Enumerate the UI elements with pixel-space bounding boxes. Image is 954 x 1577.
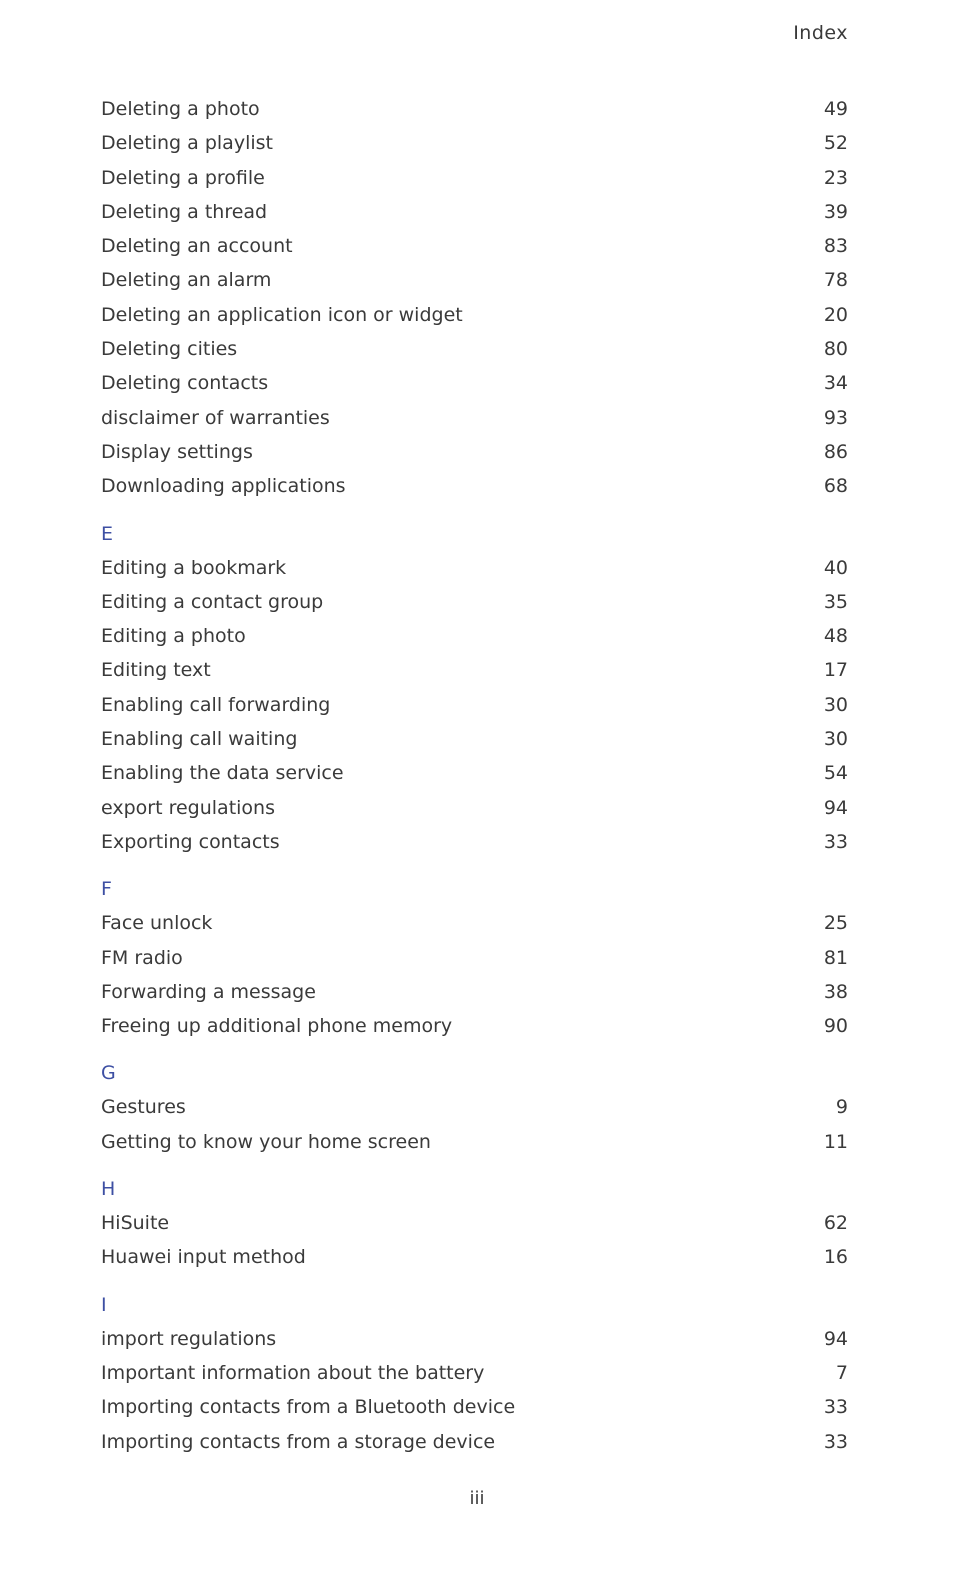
entry-label: Deleting an alarm xyxy=(101,269,272,292)
entry-label: Exporting contacts xyxy=(101,830,280,853)
entry-label: Enabling call forwarding xyxy=(101,693,331,716)
index-entry[interactable] xyxy=(101,126,848,160)
entry-page-number: 54 xyxy=(823,762,848,785)
index-entry[interactable] xyxy=(101,161,848,195)
index-section xyxy=(101,1288,848,1459)
index-entry[interactable] xyxy=(101,722,848,756)
entry-label: Deleting contacts xyxy=(101,372,269,395)
entry-label: Deleting a profile xyxy=(101,166,265,189)
entry-label: export regulations xyxy=(101,796,275,819)
entry-label: Editing a photo xyxy=(101,625,246,648)
entry-page-number: 93 xyxy=(823,406,848,429)
entry-label: Deleting an account xyxy=(101,235,293,258)
entry-label: Important information about the battery xyxy=(101,1361,485,1384)
entry-label: Deleting cities xyxy=(101,338,238,361)
index-entry[interactable] xyxy=(101,195,848,229)
index-entry[interactable] xyxy=(101,332,848,366)
index-entry[interactable] xyxy=(101,1240,848,1274)
index-entry[interactable] xyxy=(101,756,848,790)
entry-page-number: 94 xyxy=(823,796,848,819)
entry-label: import regulations xyxy=(101,1327,277,1350)
entry-page-number: 33 xyxy=(823,1396,848,1419)
entry-label: Editing text xyxy=(101,659,211,682)
entry-page-number: 39 xyxy=(823,200,848,223)
entry-page-number: 9 xyxy=(835,1096,848,1119)
index-entry[interactable] xyxy=(101,1125,848,1159)
running-header: Index xyxy=(793,22,848,44)
index-entry[interactable] xyxy=(101,585,848,619)
index-entry[interactable] xyxy=(101,1206,848,1240)
index-section xyxy=(101,872,848,1043)
entry-page-number: 30 xyxy=(823,693,848,716)
entry-page-number: 80 xyxy=(823,338,848,361)
entry-label: Importing contacts from a Bluetooth device xyxy=(101,1396,516,1419)
entry-page-number: 33 xyxy=(823,1430,848,1453)
entry-page-number: 81 xyxy=(823,946,848,969)
entry-page-number: 25 xyxy=(823,912,848,935)
entry-page-number: 52 xyxy=(823,132,848,155)
entry-page-number: 11 xyxy=(823,1130,848,1153)
entry-page-number: 23 xyxy=(823,166,848,189)
entry-label: Deleting a photo xyxy=(101,98,260,120)
entry-label: Enabling call waiting xyxy=(101,728,298,751)
entry-label: Downloading applications xyxy=(101,475,346,498)
section-letter: E xyxy=(101,522,114,545)
entry-label: Freeing up additional phone memory xyxy=(101,1015,453,1038)
entry-page-number: 90 xyxy=(823,1015,848,1038)
entry-label: Huawei input method xyxy=(101,1246,306,1269)
section-letter: G xyxy=(101,1062,116,1085)
entry-label: Deleting an application icon or widget xyxy=(101,303,463,326)
index-entry[interactable] xyxy=(101,92,848,126)
entry-label: Display settings xyxy=(101,440,253,463)
entry-page-number: 20 xyxy=(823,303,848,326)
index-entry[interactable] xyxy=(101,229,848,263)
index-entry[interactable] xyxy=(101,469,848,503)
entry-page-number: 86 xyxy=(823,440,848,463)
index-entry[interactable] xyxy=(101,366,848,400)
index-section xyxy=(101,517,848,860)
index-section xyxy=(101,1172,848,1275)
index-entry[interactable] xyxy=(101,551,848,585)
index-entry[interactable] xyxy=(101,1356,848,1390)
entry-label: Face unlock xyxy=(101,912,213,935)
entry-label: FM radio xyxy=(101,946,183,969)
entry-page-number: 35 xyxy=(823,590,848,613)
index-list xyxy=(101,92,848,1459)
index-entry[interactable] xyxy=(101,825,848,859)
index-entry[interactable] xyxy=(101,435,848,469)
section-letter: F xyxy=(101,878,112,901)
index-entry[interactable] xyxy=(101,975,848,1009)
page-number: iii xyxy=(469,1488,485,1509)
entry-label: Editing a contact group xyxy=(101,590,324,613)
entry-label: Gestures xyxy=(101,1096,186,1119)
index-section xyxy=(101,1056,848,1159)
index-entry[interactable] xyxy=(101,941,848,975)
entry-label: Editing a bookmark xyxy=(101,556,287,579)
section-letter: H xyxy=(101,1178,116,1201)
entry-page-number: 17 xyxy=(823,659,848,682)
entry-page-number: 7 xyxy=(835,1361,848,1384)
index-entry[interactable] xyxy=(101,653,848,687)
index-entry[interactable] xyxy=(101,619,848,653)
index-entry[interactable] xyxy=(101,263,848,297)
entry-page-number: 78 xyxy=(823,269,848,292)
entry-page-number: 34 xyxy=(823,372,848,395)
entry-page-number: 83 xyxy=(823,235,848,258)
index-entry[interactable] xyxy=(101,1322,848,1356)
index-entry[interactable] xyxy=(101,1425,848,1459)
entry-page-number: 49 xyxy=(823,98,848,120)
index-section xyxy=(101,92,848,504)
entry-label: Deleting a thread xyxy=(101,200,268,223)
entry-page-number: 30 xyxy=(823,728,848,751)
index-entry[interactable] xyxy=(101,1090,848,1124)
entry-page-number: 94 xyxy=(823,1327,848,1350)
index-entry[interactable] xyxy=(101,298,848,332)
entry-page-number: 48 xyxy=(823,625,848,648)
index-entry[interactable] xyxy=(101,688,848,722)
entry-label: Getting to know your home screen xyxy=(101,1130,431,1153)
section-letter: I xyxy=(101,1293,107,1316)
entry-page-number: 68 xyxy=(823,475,848,498)
index-entry[interactable] xyxy=(101,1009,848,1043)
entry-label: Importing contacts from a storage device xyxy=(101,1430,496,1453)
entry-label: disclaimer of warranties xyxy=(101,406,330,429)
index-entry[interactable] xyxy=(101,906,848,940)
entry-label: Deleting a playlist xyxy=(101,132,273,155)
entry-label: HiSuite xyxy=(101,1212,170,1235)
entry-page-number: 40 xyxy=(823,556,848,579)
index-entry[interactable] xyxy=(101,1390,848,1424)
entry-page-number: 38 xyxy=(823,980,848,1003)
entry-page-number: 33 xyxy=(823,830,848,853)
entry-label: Enabling the data service xyxy=(101,762,344,785)
index-entry[interactable] xyxy=(101,401,848,435)
index-entry[interactable] xyxy=(101,791,848,825)
entry-page-number: 62 xyxy=(823,1212,848,1235)
entry-label: Forwarding a message xyxy=(101,980,316,1003)
entry-page-number: 16 xyxy=(823,1246,848,1269)
